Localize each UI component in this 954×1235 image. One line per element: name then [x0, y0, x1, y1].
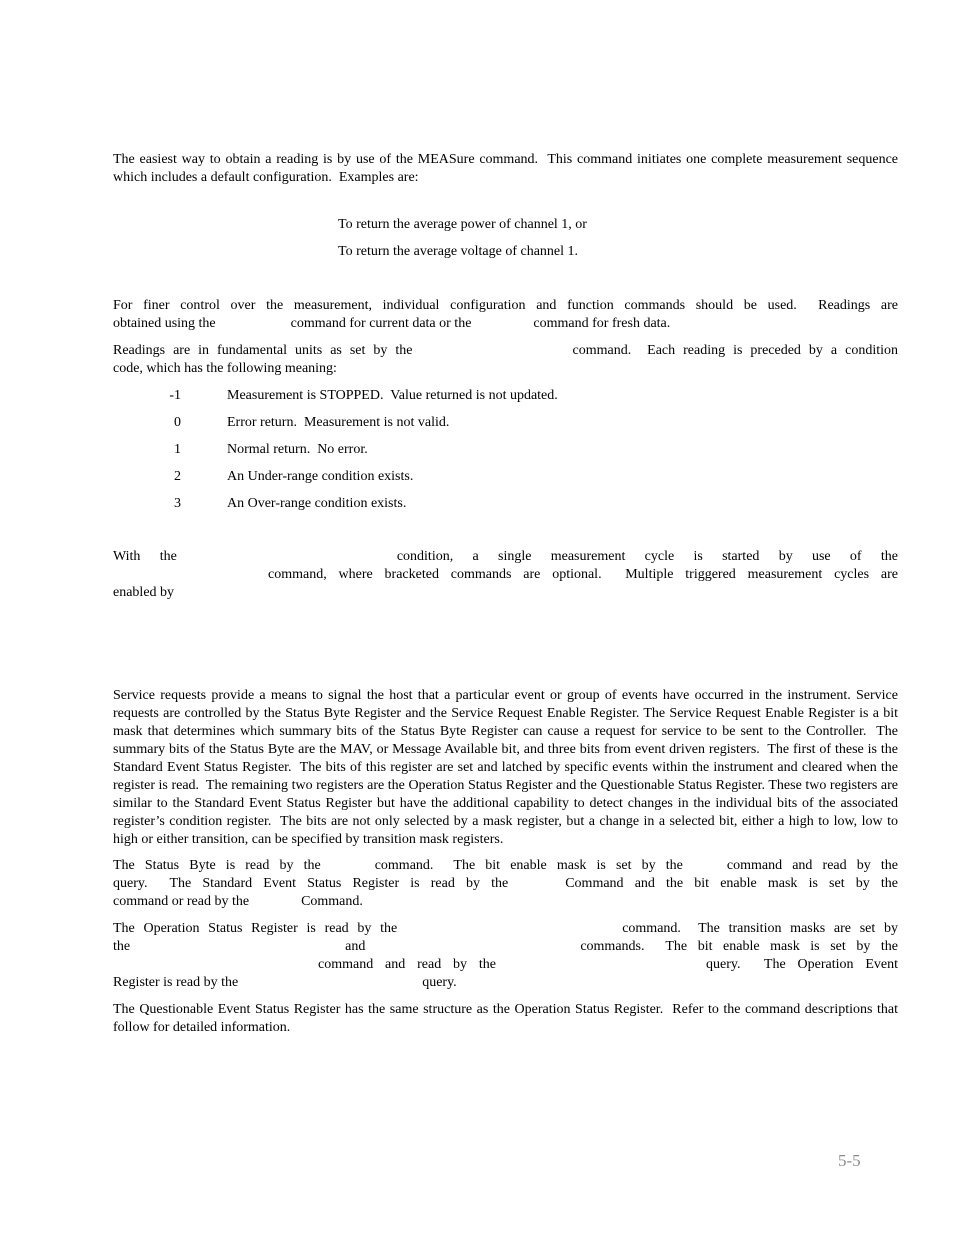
redacted-gap: [216, 326, 291, 327]
text-segment: Readings are in fundamental units as set by the: [113, 343, 413, 358]
text-line: [113, 297, 898, 315]
text-segment: the: [113, 939, 131, 954]
list-item-text: Measurement is STOPPED. Value returned is not updated.: [227, 388, 558, 403]
text-line: [113, 875, 898, 893]
text-line: [113, 974, 898, 992]
text-line: [113, 584, 898, 602]
text-line: [113, 938, 898, 956]
text-segment: With the: [113, 549, 177, 564]
paragraph-measure-examples: [113, 216, 898, 261]
list-item-text: Error return. Measurement is not valid.: [227, 415, 450, 430]
list-item: [113, 387, 898, 405]
list-item-number: 2: [174, 469, 181, 484]
paragraph-service-requests: Service requests provide a means to signal the host that a particular event or group of events have occurred in the instrument. Service requests are controlled by the Status Byte Register and the Service Request Enable Register. The Service Request Enable Register is a bit mask that determines which summary bits of the Status Byte Register can cause a request for service to be sent to the Controller. The summary bits of the Status Byte are the MAV, or Message Available bit, and three bits from event driven registers. The first of these is the Standard Event Status Register. The bits of this register are set and latched by specific events within the instrument and cleared when the register is read. The remaining two registers are the Operation Status Register and the Questionable Status Register. These two registers are similar to the Standard Event Status Register but have the additional capability to detect changes in the individual bits of the associated register’s condition register. The bits are not only selected by a mask register, but a change in a selected bit, either a high to low, low to high or either transition, can be specified by transition mask registers.: [113, 688, 898, 847]
redacted-gap: [130, 949, 345, 950]
text-segment: code, which has the following meaning:: [113, 361, 337, 376]
text-line: [113, 360, 898, 378]
text-line: [113, 956, 898, 974]
redacted-gap: [177, 559, 397, 560]
list-item: [113, 441, 898, 459]
paragraph-operation-status: [113, 920, 898, 992]
text-line: [113, 342, 898, 360]
paragraph-readings-units: [113, 342, 898, 378]
paragraph-status-byte: [113, 857, 898, 911]
text-segment: query. The Operation Event: [706, 957, 898, 972]
paragraph-trigger-cycle: [113, 548, 898, 602]
redacted-gap: [471, 326, 533, 327]
page-content: [113, 151, 898, 1037]
text-segment: command and read by the: [726, 858, 898, 873]
redacted-gap: [321, 868, 375, 869]
text-segment: obtained using the: [113, 316, 216, 331]
list-item-text: Normal return. No error.: [227, 442, 368, 457]
text-segment: command and read by the: [318, 957, 496, 972]
list-item-text: An Under-range condition exists.: [227, 469, 414, 484]
text-line: [113, 566, 898, 584]
text-segment: commands. The bit enable mask is set by the: [580, 939, 898, 954]
text-segment: query.: [422, 975, 457, 990]
example-line: To return the average power of channel 1, or: [338, 217, 587, 232]
text-segment: The Operation Status Register is read by the: [113, 921, 398, 936]
text-line: [113, 315, 898, 333]
text-segment: condition, a single measurement cycle is started by use of the: [396, 549, 898, 564]
text-segment: command or read by the: [113, 894, 250, 909]
list-item: [113, 468, 898, 486]
text-line: [113, 548, 898, 566]
redacted-gap: [397, 931, 622, 932]
text-segment: enabled by: [113, 585, 175, 600]
text-segment: command for fresh data.: [533, 316, 671, 331]
example-line: To return the average voltage of channel 1.: [338, 244, 579, 259]
text-segment: Register is read by the: [113, 975, 239, 990]
redacted-gap: [365, 949, 580, 950]
redacted-gap: [508, 886, 565, 887]
text-line: [113, 893, 898, 911]
text-line: [113, 920, 898, 938]
paragraph-measure-intro: The easiest way to obtain a reading is by use of the MEASure command. This command initiates one complete measurement sequence which includes a default configuration. Examples are:: [113, 152, 898, 185]
redacted-gap: [683, 868, 727, 869]
text-segment: query. The Standard Event Status Register is read by the: [113, 876, 509, 891]
redacted-gap: [238, 985, 422, 986]
text-segment: Command and the bit enable mask is set by the: [565, 876, 898, 891]
redacted-gap: [496, 967, 706, 968]
list-item-number: 0: [174, 415, 181, 430]
paragraph-finer-control: [113, 297, 898, 333]
redacted-gap: [113, 967, 318, 968]
text-segment: command. The transition masks are set by: [622, 921, 898, 936]
paragraph-condition-codes: [113, 387, 898, 513]
list-item: [113, 414, 898, 432]
text-segment: and: [345, 939, 366, 954]
text-segment: command, where bracketed commands are optional. Multiple triggered measurement cycles are: [268, 567, 898, 582]
list-item-number: 1: [174, 442, 181, 457]
text-segment: For finer control over the measurement, individual configuration and function commands should be used. Readings are: [113, 298, 898, 313]
text-line: [113, 857, 898, 875]
text-segment: Command.: [301, 894, 363, 909]
list-item: [113, 495, 898, 513]
text-segment: command. Each reading is preceded by a condition: [572, 343, 898, 358]
list-item-number: -1: [169, 388, 181, 403]
list-item-number: 3: [174, 496, 181, 511]
text-segment: The Status Byte is read by the: [113, 858, 321, 873]
redacted-gap: [412, 353, 572, 354]
page-number: 5-5: [838, 1151, 861, 1170]
redacted-gap: [249, 904, 301, 905]
paragraph-questionable-status: The Questionable Event Status Register has the same structure as the Operation Status Register. Refer to the command descriptions that follow for detailed information.: [113, 1002, 898, 1035]
text-segment: command for current data or the: [290, 316, 472, 331]
list-item-text: An Over-range condition exists.: [227, 496, 407, 511]
redacted-gap: [113, 577, 268, 578]
text-segment: command. The bit enable mask is set by the: [374, 858, 683, 873]
